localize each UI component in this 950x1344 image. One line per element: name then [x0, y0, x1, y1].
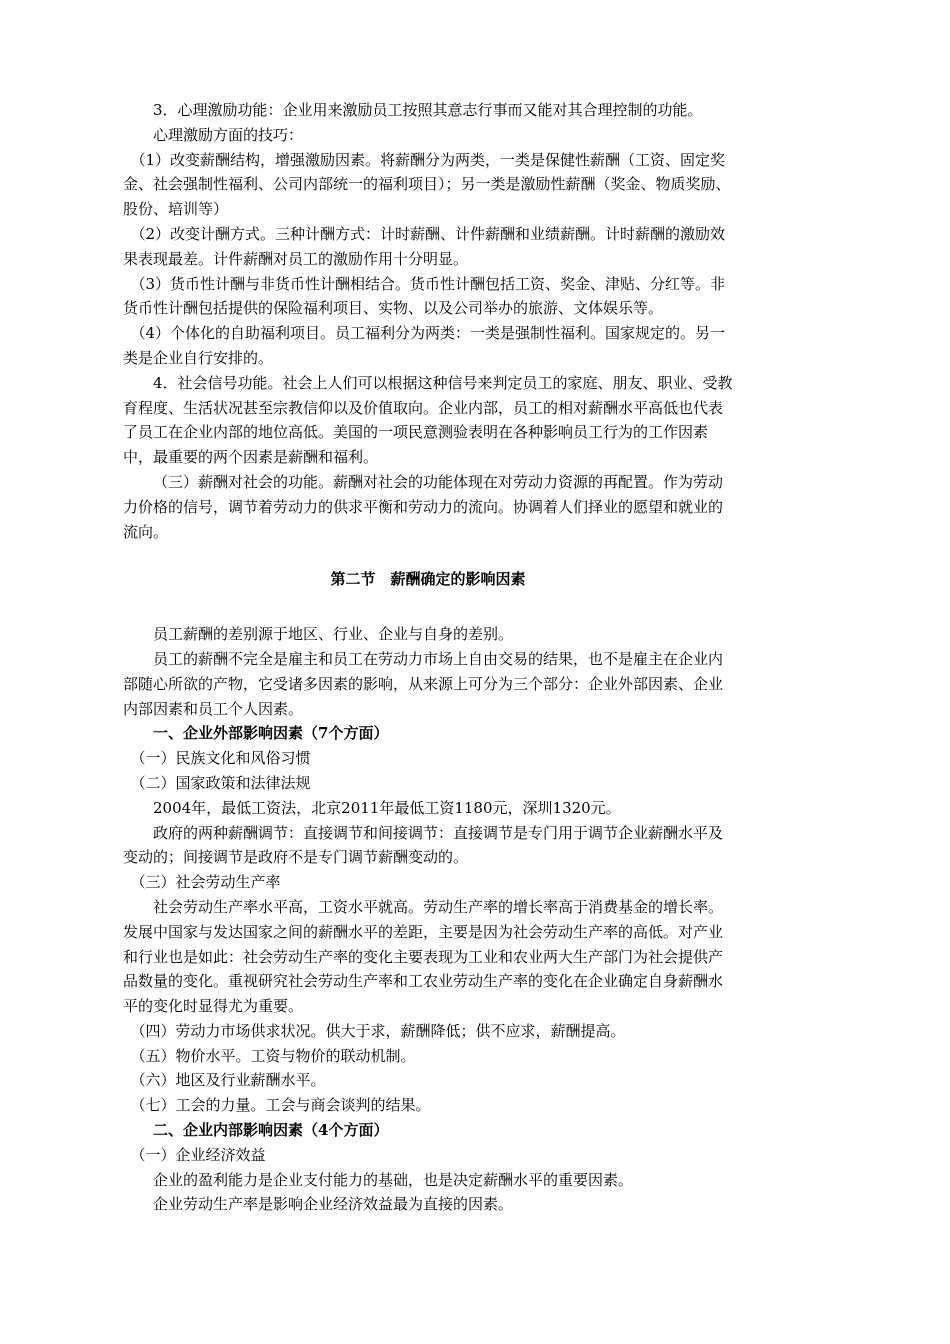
item-culture: （一）民族文化和风俗习惯 — [130, 749, 311, 768]
item-policy: （二）国家政策和法律法规 — [130, 773, 311, 792]
item-price-level: （五）物价水平。工资与物价的联动机制。 — [130, 1046, 416, 1065]
document-body — [123, 98, 733, 1217]
subheading-external-factors: 一、企业外部影响因素（7个方面） — [153, 724, 389, 743]
paragraph-psych-incentive: 3．心理激励功能：企业用来激励员工按照其意志行事而又能对其合理控制的功能。 — [153, 101, 703, 119]
paragraph-item-3: （3）货币性计酬与非货币性计酬相结合。货币性计酬包括工资、奖金、津贴、分红等。非货币性计酬包括提供的保险福利项目、实物、以及公司举办的旅游、文体娱乐等。 — [123, 274, 726, 318]
paragraph-productivity: 社会劳动生产率水平高，工资水平就高。劳动生产率的增长率高于消费基金的增长率。发展中国家与发达国家之间的薪酬水平的差距，主要是因为社会劳动生产率的高低。对产业和行业也是如此：社会劳动生产率的变化主要表现为工业和农业两大生产部门为社会提供产品数量的变化。重视研究社会劳动生产率和工农业劳动生产率的变化在企业确定自身薪酬水平的变化时显得尤为重要。 — [123, 897, 724, 1016]
paragraph-profitability: 企业的盈利能力是企业支付能力的基础，也是决定薪酬水平的重要因素。 — [153, 1170, 634, 1189]
item-economic-benefit: （一）企业经济效益 — [130, 1145, 266, 1164]
paragraph-minimum-wage: 2004年，最低工资法，北京2011年最低工资1180元，深圳1320元。 — [153, 798, 621, 817]
paragraph-three-parts: 员工的薪酬不完全是雇主和员工在劳动力市场上自由交易的结果，也不是雇主在企业内部随心所欲的产物，它受诸多因素的影响，从来源上可分为三个部分：企业外部因素、企业内部因素和员工个人因素。 — [123, 649, 724, 718]
paragraph-enterprise-productivity: 企业劳动生产率是影响企业经济效益最为直接的因素。 — [153, 1195, 514, 1214]
item-labor-market: （四）劳动力市场供求状况。供大于求，薪酬降低；供不应求，薪酬提高。 — [130, 1021, 626, 1040]
paragraph-social-function: （三）薪酬对社会的功能。薪酬对社会的功能体现在对劳动力资源的再配置。作为劳动力价格的信号，调节着劳动力的供求平衡和劳动力的流向。协调着人们择业的愿望和就业的流向。 — [123, 472, 724, 541]
section-heading: 第二节 薪酬确定的影响因素 — [330, 570, 526, 589]
paragraph-government-regulation: 政府的两种薪酬调节：直接调节和间接调节：直接调节是专门用于调节企业薪酬水平及变动的；间接调节是政府不是专门调节薪酬变动的。 — [123, 823, 724, 867]
item-regional-industry: （六）地区及行业薪酬水平。 — [130, 1071, 326, 1090]
paragraph-item-4: （4）个体化的自助福利项目。员工福利分为两类：一类是强制性福利。国家规定的。另一类是企业自行安排的。 — [123, 324, 726, 367]
paragraph-item-2: （2）改变计酬方式。三种计酬方式：计时薪酬、计件薪酬和业绩薪酬。计时薪酬的激励效果表现最差。计件薪酬对员工的激励作用十分明显。 — [123, 224, 726, 268]
subheading-internal-factors: 二、企业内部影响因素（4个方面） — [153, 1121, 389, 1140]
paragraph-psych-techniques: 心理激励方面的技巧： — [153, 125, 304, 144]
item-union: （七）工会的力量。工会与商会谈判的结果。 — [130, 1096, 431, 1115]
paragraph-item-1: （1）改变薪酬结构，增强激励因素。将薪酬分为两类，一类是保健性薪酬（工资、固定奖金、社会强制性福利、公司内部统一的福利项目）；另一类是激励性薪酬（奖金、物质奖励、股份、培训等） — [123, 150, 731, 219]
item-productivity: （三）社会劳动生产率 — [130, 873, 281, 892]
paragraph-social-signal: 4．社会信号功能。社会上人们可以根据这种信号来判定员工的家庭、朋友、职业、受教育程度、生活状况甚至宗教信仰以及价值取向。企业内部，员工的相对薪酬水平高低也代表了员工在企业内部的地位高低。美国的一项民意测验表明在各种影响员工行为的工作因素中，最重要的两个因素是薪酬和福利。 — [123, 373, 733, 467]
paragraph-differences: 员工薪酬的差别源于地区、行业、企业与自身的差别。 — [153, 625, 514, 644]
